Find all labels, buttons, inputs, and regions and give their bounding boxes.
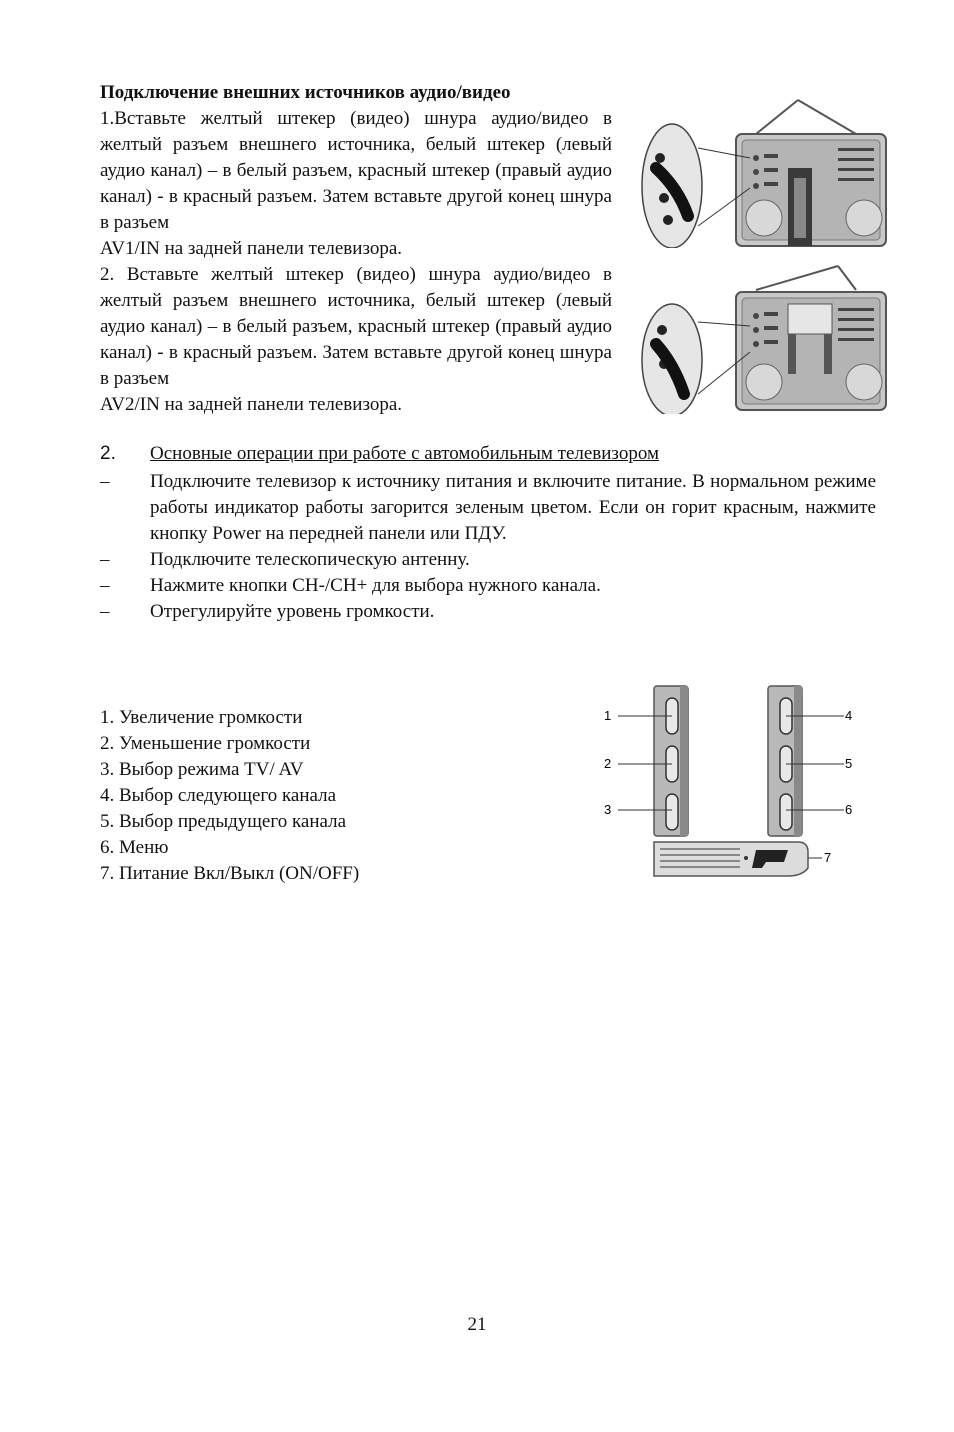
basic-operations-section (100, 441, 876, 625)
control-item: 5. Выбор предыдущего канала (100, 811, 346, 832)
list-item-text: Нажмите кнопки CH-/CH+ для выбора нужного канала. (150, 575, 601, 596)
paragraph-av1-last: AV1/IN на задней панели телевизора. (100, 238, 403, 259)
list-item (100, 469, 876, 547)
controls-list (100, 705, 520, 887)
list-dash: – (100, 471, 110, 492)
list-item-text: Подключите телескопическую антенну. (150, 549, 470, 570)
tv-back-panel-av2-image (638, 264, 894, 414)
list-dash: – (100, 575, 110, 596)
list-dash: – (100, 549, 110, 570)
paragraph-av1-text: 1.Вставьте желтый штекер (видео) шнура аудио/видео в желтый разъем внешнего источника, белый штекер (левый аудио канал) – в белый разъем, красный штекер (правый аудио канал) - в красный разъем. Затем вставьте другой конец шнура в разъем (100, 108, 612, 233)
list-item (100, 573, 876, 599)
section-heading: Подключение внешних источников аудио/видео (100, 82, 511, 103)
paragraph-av2-text: 2. Вставьте желтый штекер (видео) шнура аудио/видео в желтый разъем внешнего источника, белый штекер (левый аудио канал) – в белый разъем, красный штекер (правый аудио канал) - в красный разъем. Затем вставьте другой конец шнура в разъем (100, 264, 612, 389)
callout-label: 1 (604, 708, 612, 723)
section-title-row (100, 441, 876, 467)
section-number: 2. (100, 443, 116, 464)
callout-label: 5 (845, 756, 853, 771)
control-item: 3. Выбор режима TV/ AV (100, 759, 304, 780)
paragraph-av2-last: AV2/IN на задней панели телевизора. (100, 394, 403, 415)
control-item: 7. Питание Вкл/Выкл (ON/OFF) (100, 863, 360, 884)
callout-label: 7 (824, 850, 832, 865)
av-connection-section (100, 80, 612, 418)
list-item (100, 599, 876, 625)
callout-label: 3 (604, 802, 612, 817)
control-item: 4. Выбор следующего канала (100, 785, 337, 806)
paragraph-av2 (100, 262, 612, 418)
callout-label: 4 (845, 708, 853, 723)
control-item: 6. Меню (100, 837, 169, 858)
section-title: Основные операции при работе с автомобильным телевизором (150, 443, 659, 464)
page-number: 21 (467, 1314, 487, 1335)
callout-label: 2 (604, 756, 612, 771)
tv-back-panel-av1-image (638, 98, 894, 248)
control-buttons-image (598, 684, 868, 880)
list-item-text: Отрегулируйте уровень громкости. (150, 601, 435, 622)
control-item: 1. Увеличение громкости (100, 707, 303, 728)
list-item (100, 547, 876, 573)
control-item: 2. Уменьшение громкости (100, 733, 311, 754)
list-dash: – (100, 601, 110, 622)
list-item-text: Подключите телевизор к источнику питания и включите питание. В нормальном режиме работы индикатор работы загорится зеленым цветом. Если он горит красным, нажмите кнопку Power на передней панели или ПДУ. (150, 471, 876, 544)
callout-label: 6 (845, 802, 853, 817)
paragraph-av1 (100, 106, 612, 262)
